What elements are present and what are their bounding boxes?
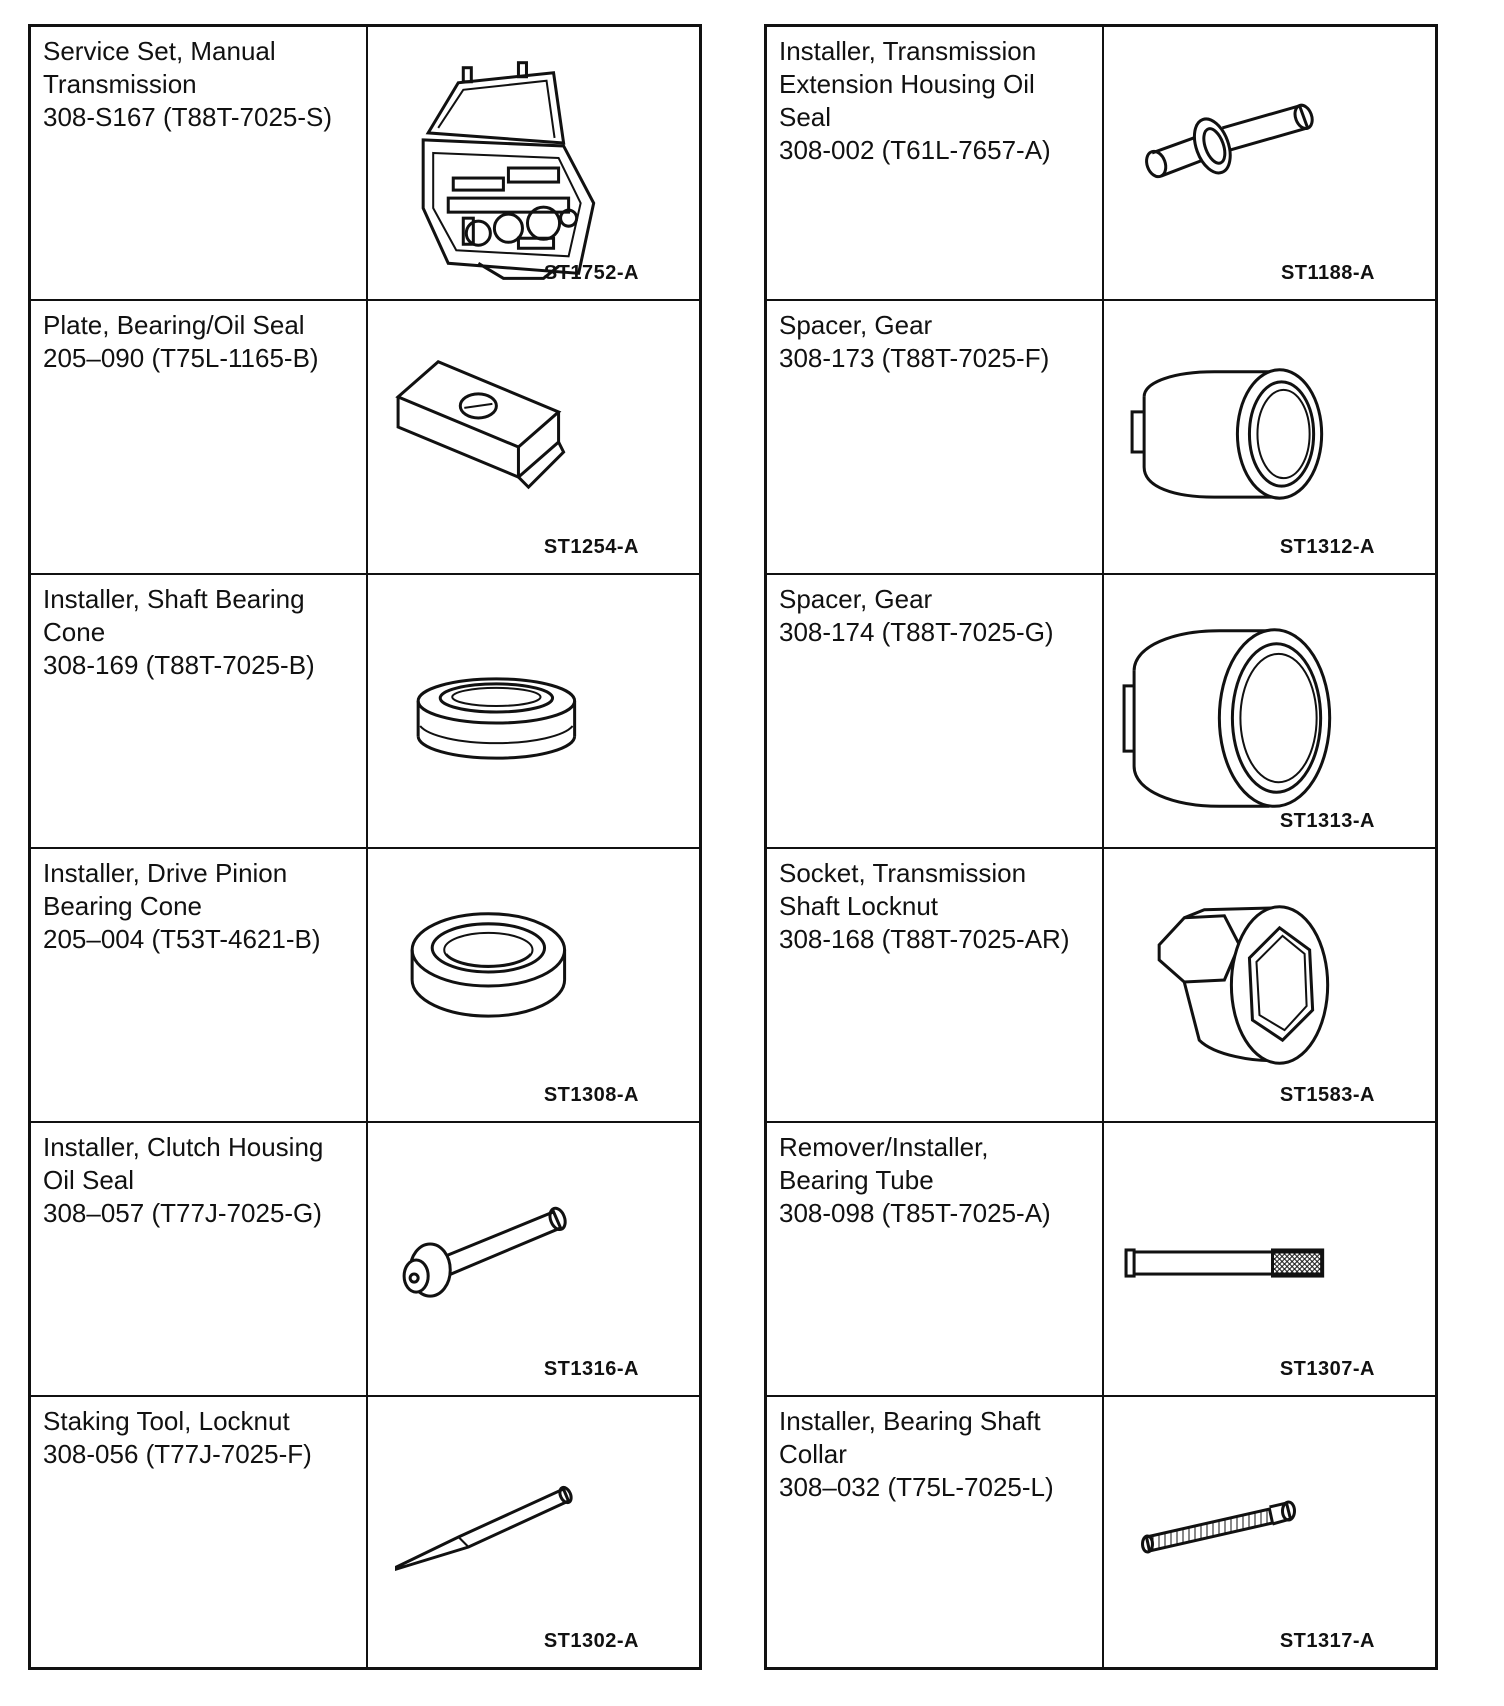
tool-illustration [368, 575, 699, 847]
tool-name: Installer, Drive Pinion [43, 858, 288, 888]
tool-part-number: 308-002 (T61L-7657-A) [779, 135, 1051, 165]
tool-part-number: 308-098 (T85T-7025-A) [779, 1198, 1051, 1228]
tool-row [31, 27, 699, 301]
tool-name: Oil Seal [43, 1165, 135, 1195]
tool-description [767, 301, 1104, 573]
bearing-plate-icon [368, 301, 699, 573]
illustration-code: ST1308-A [543, 1084, 639, 1106]
illustration-code: ST1317-A [1279, 1630, 1375, 1652]
tool-description [31, 1123, 368, 1395]
tool-part-number: 205–090 (T75L-1165-B) [43, 343, 319, 373]
tool-illustration [368, 27, 699, 299]
tool-name: Cone [43, 617, 106, 647]
tool-row [767, 1123, 1435, 1397]
tool-case-icon [368, 27, 699, 299]
tool-description [767, 849, 1104, 1121]
tool-name: Installer, Bearing Shaft [779, 1406, 1041, 1436]
tool-description [767, 575, 1104, 847]
illustration-code: ST1313-A [1279, 810, 1375, 832]
tool-name: Installer, Clutch Housing [43, 1132, 324, 1162]
tool-illustration [1104, 1397, 1435, 1667]
tool-name: Installer, Transmission [779, 36, 1037, 66]
tool-name: Seal [779, 102, 832, 132]
gear-spacer-large-icon [1104, 575, 1435, 847]
collar-installer-icon [1104, 1397, 1435, 1667]
tool-illustration [368, 1123, 699, 1395]
tool-table-right [764, 24, 1438, 1670]
tool-row [767, 849, 1435, 1123]
tool-row [31, 849, 699, 1123]
pinion-bearing-installer-icon [368, 849, 699, 1121]
tool-part-number: 308-174 (T88T-7025-G) [779, 617, 1054, 647]
tool-illustration [1104, 575, 1435, 847]
tool-illustration [368, 849, 699, 1121]
staking-tool-icon [368, 1397, 699, 1667]
tool-part-number: 308-168 (T88T-7025-AR) [779, 924, 1070, 954]
tool-description [767, 1123, 1104, 1395]
tool-name: Bearing Cone [43, 891, 202, 921]
illustration-code: ST1316-A [543, 1358, 639, 1380]
locknut-socket-icon [1104, 849, 1435, 1121]
tool-illustration [1104, 849, 1435, 1121]
tool-row [31, 1397, 699, 1667]
bearing-tube-icon [1104, 1123, 1435, 1395]
tool-row [767, 27, 1435, 301]
tool-name: Installer, Shaft Bearing [43, 584, 305, 614]
tool-illustration [1104, 27, 1435, 299]
tool-description [31, 1397, 368, 1667]
tool-description [767, 27, 1104, 299]
tool-illustration [1104, 301, 1435, 573]
illustration-code: ST1583-A [1279, 1084, 1375, 1106]
tool-name: Transmission [43, 69, 197, 99]
illustration-code: ST1312-A [1279, 536, 1375, 558]
tool-part-number: 308-169 (T88T-7025-B) [43, 650, 315, 680]
tool-row [767, 575, 1435, 849]
tool-name: Service Set, Manual [43, 36, 276, 66]
tool-name: Collar [779, 1439, 847, 1469]
tool-description [31, 849, 368, 1121]
illustration-code: ST1307-A [1279, 1358, 1375, 1380]
tool-part-number: 308–032 (T75L-7025-L) [779, 1472, 1054, 1502]
tool-name: Remover/Installer, [779, 1132, 989, 1162]
tool-row [31, 1123, 699, 1397]
tool-part-number: 308-S167 (T88T-7025-S) [43, 102, 333, 132]
tool-row [767, 301, 1435, 575]
tool-part-number: 308-173 (T88T-7025-F) [779, 343, 1050, 373]
tool-name: Extension Housing Oil [779, 69, 1035, 99]
tool-name: Spacer, Gear [779, 584, 933, 614]
illustration-code: ST1188-A [1280, 262, 1375, 284]
tool-description [31, 301, 368, 573]
illustration-code: ST1302-A [543, 1630, 639, 1652]
tool-name: Spacer, Gear [779, 310, 933, 340]
tool-name: Staking Tool, Locknut [43, 1406, 290, 1436]
illustration-code: ST1254-A [543, 536, 639, 558]
tool-part-number: 308–057 (T77J-7025-G) [43, 1198, 322, 1228]
tool-description [767, 1397, 1104, 1667]
tool-name: Shaft Locknut [779, 891, 938, 921]
tool-part-number: 205–004 (T53T-4621-B) [43, 924, 321, 954]
tool-description [31, 27, 368, 299]
bearing-cone-installer-icon [368, 575, 699, 847]
tool-name: Socket, Transmission [779, 858, 1027, 888]
tool-name: Plate, Bearing/Oil Seal [43, 310, 305, 340]
tool-name: Bearing Tube [779, 1165, 934, 1195]
extension-seal-installer-icon [1104, 27, 1435, 299]
tool-row [767, 1397, 1435, 1667]
gear-spacer-icon [1104, 301, 1435, 573]
illustration-code: ST1752-A [543, 262, 639, 284]
tool-row [31, 575, 699, 849]
tool-table-left [28, 24, 702, 1670]
tool-row [31, 301, 699, 575]
tool-illustration [368, 301, 699, 573]
seal-installer-shaft-icon [368, 1123, 699, 1395]
tool-illustration [368, 1397, 699, 1667]
tool-illustration [1104, 1123, 1435, 1395]
tool-part-number: 308-056 (T77J-7025-F) [43, 1439, 312, 1469]
tool-description [31, 575, 368, 847]
